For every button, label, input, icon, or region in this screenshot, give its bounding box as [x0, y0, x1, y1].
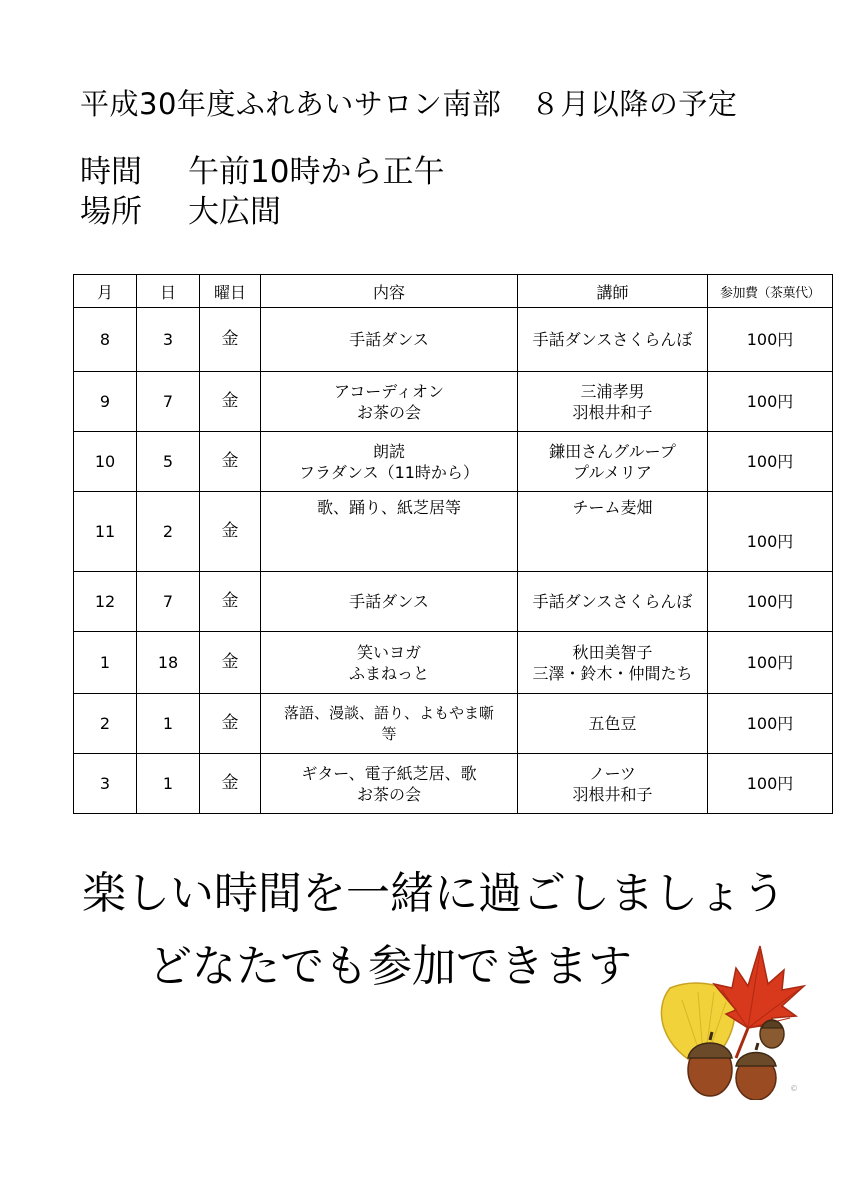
column-header-month: 月 [74, 275, 137, 308]
content-line: ギター、電子紙芝居、歌 [301, 763, 477, 783]
cell-day: 18 [137, 632, 200, 694]
cell-fee: 100円 [708, 632, 833, 694]
content-line: 手話ダンス [349, 592, 429, 611]
cell-content [261, 432, 518, 492]
table-row [74, 492, 833, 572]
table-row [74, 632, 833, 694]
cell-teacher [518, 632, 708, 694]
teacher-line: 羽根井和子 [572, 784, 653, 804]
cell-content [261, 572, 518, 632]
teacher-line: 手話ダンスさくらんぼ [532, 592, 693, 611]
teacher-line: 五色豆 [588, 714, 637, 733]
cell-fee: 100円 [708, 492, 833, 572]
cell-content [261, 632, 518, 694]
column-header-teacher: 講師 [518, 275, 708, 308]
content-line: ふまねっと [348, 663, 429, 683]
cell-content [261, 372, 518, 432]
column-header-weekday: 曜日 [200, 275, 261, 308]
cell-fee: 100円 [708, 572, 833, 632]
cell-teacher [518, 572, 708, 632]
cell-teacher [518, 372, 708, 432]
slogan-main: 楽しい時間を一緒に過ごしましょう [82, 868, 786, 919]
teacher-line: 秋田美智子 [572, 642, 653, 662]
time-value: 午前10時から正午 [188, 154, 445, 190]
table-row [74, 694, 833, 754]
column-header-day: 日 [137, 275, 200, 308]
content-line: フラダンス（11時から） [299, 462, 479, 482]
cell-month: 12 [74, 572, 137, 632]
cell-month: 9 [74, 372, 137, 432]
cell-weekday: 金 [200, 492, 261, 572]
place-info [80, 186, 281, 231]
cell-day: 3 [137, 308, 200, 372]
content-line: 歌、踊り、紙芝居等 [316, 498, 461, 517]
cell-teacher [518, 432, 708, 492]
cell-day: 7 [137, 372, 200, 432]
cell-weekday: 金 [200, 308, 261, 372]
cell-fee: 100円 [708, 432, 833, 492]
cell-weekday: 金 [200, 694, 261, 754]
content-line: 笑いヨガ [356, 642, 421, 662]
teacher-line: 鎌田さんグループ [549, 441, 676, 461]
cell-fee: 100円 [708, 308, 833, 372]
cell-day: 7 [137, 572, 200, 632]
cell-day: 1 [137, 754, 200, 814]
teacher-line: 羽根井和子 [572, 402, 653, 422]
cell-teacher [518, 492, 708, 572]
schedule-table [73, 274, 833, 814]
table-row [74, 754, 833, 814]
illustration-credit-mark: © [790, 1084, 798, 1093]
content-line: 落語、漫談、語り、よもやま噺 [283, 703, 494, 722]
cell-month: 11 [74, 492, 137, 572]
cell-weekday: 金 [200, 432, 261, 492]
content-line: 朗読 [372, 441, 405, 461]
page-title: 平成30年度ふれあいサロン南部 ８月以降の予定 [80, 87, 738, 121]
cell-day: 1 [137, 694, 200, 754]
cell-weekday: 金 [200, 372, 261, 432]
column-header-fee: 参加費（茶菓代） [708, 275, 833, 308]
cell-weekday: 金 [200, 572, 261, 632]
slogan-sub: どなたでも参加できます [148, 941, 632, 992]
cell-day: 2 [137, 492, 200, 572]
content-line: お茶の会 [356, 784, 421, 804]
cell-content [261, 492, 518, 572]
content-line: アコーディオン [334, 381, 444, 401]
teacher-line: 三澤・鈴木・仲間たち [532, 663, 693, 683]
cell-content [261, 754, 518, 814]
teacher-line: 手話ダンスさくらんぼ [532, 330, 693, 349]
teacher-line: プルメリア [573, 462, 652, 482]
place-label: 場所 [80, 194, 142, 230]
cell-fee: 100円 [708, 372, 833, 432]
table-row [74, 308, 833, 372]
content-line: 手話ダンス [349, 330, 429, 349]
cell-weekday: 金 [200, 632, 261, 694]
cell-month: 8 [74, 308, 137, 372]
cell-month: 2 [74, 694, 137, 754]
cell-month: 1 [74, 632, 137, 694]
teacher-line: 三浦孝男 [580, 381, 645, 401]
teacher-line: ノーツ [589, 763, 636, 783]
content-line: 等 [381, 724, 397, 743]
teacher-line: チーム麦畑 [572, 498, 653, 517]
table-row [74, 372, 833, 432]
table-header-row [74, 275, 833, 308]
cell-month: 3 [74, 754, 137, 814]
table-row [74, 572, 833, 632]
cell-teacher [518, 754, 708, 814]
cell-day: 5 [137, 432, 200, 492]
cell-month: 10 [74, 432, 137, 492]
cell-weekday: 金 [200, 754, 261, 814]
table-row [74, 432, 833, 492]
cell-teacher [518, 694, 708, 754]
time-info [80, 146, 444, 191]
cell-fee: 100円 [708, 694, 833, 754]
content-line: お茶の会 [356, 402, 421, 422]
cell-teacher [518, 308, 708, 372]
cell-content [261, 308, 518, 372]
cell-content [261, 694, 518, 754]
cell-fee: 100円 [708, 754, 833, 814]
time-label: 時間 [80, 154, 142, 190]
autumn-illustration [652, 940, 812, 1100]
place-value: 大広間 [188, 194, 281, 230]
column-header-content: 内容 [261, 275, 518, 308]
